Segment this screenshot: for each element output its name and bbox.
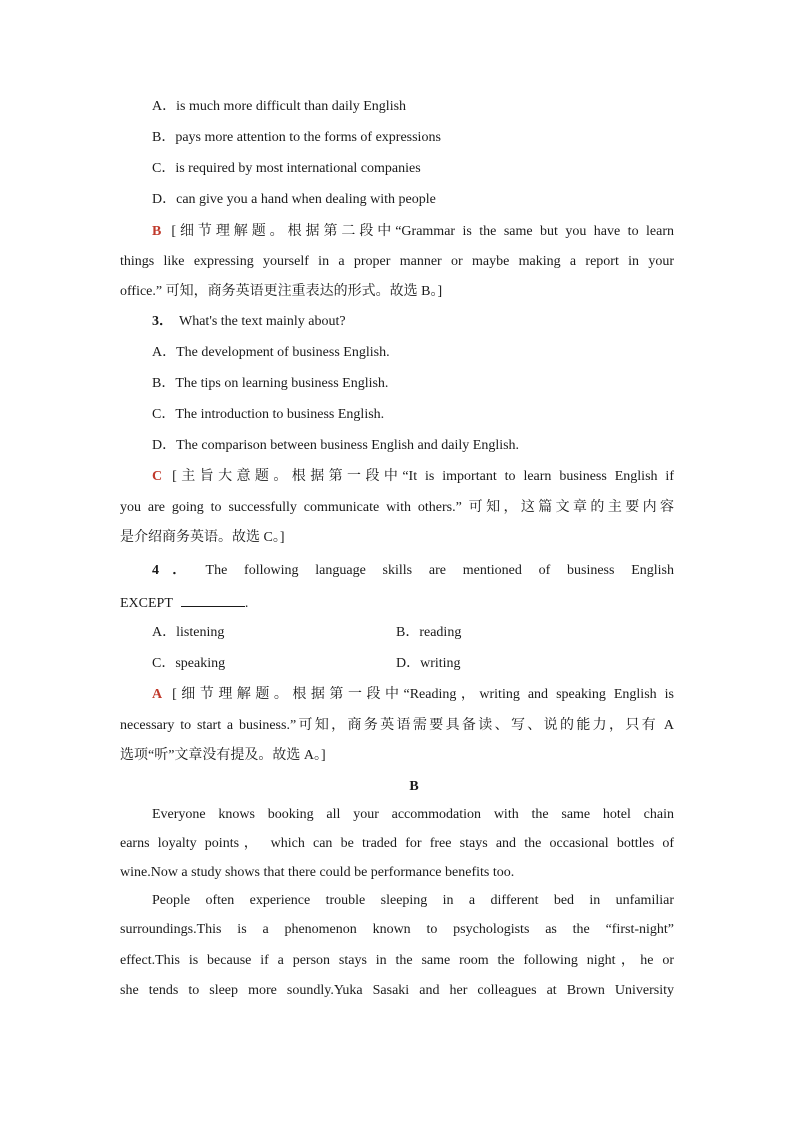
q4-explanation-line: 选项“听”文章没有提及。故选 A。] bbox=[120, 748, 326, 763]
q3-explanation-line: 是介绍商务英语。故选 C。] bbox=[120, 530, 285, 545]
passage-line: effect.This is because if a person stays in the same room the following night，he or bbox=[120, 953, 674, 968]
q2-option-a: A．is much more difficult than daily English bbox=[152, 99, 407, 114]
section-heading: B bbox=[409, 779, 419, 794]
passage-line: she tends to sleep more soundly.Yuka Sasaki and her colleagues at Brown University bbox=[120, 983, 674, 998]
q3-option-d: D．The comparison between business English and daily English. bbox=[152, 438, 520, 453]
passage-line: Everyone knows booking all your accommodation with the same hotel chain bbox=[152, 807, 674, 822]
q3-explanation-line: you are going to successfully communicate with others.” 可知，这篇文章的主要内容 bbox=[120, 500, 674, 515]
q2-explanation-line: B [细节理解题。根据第二段中“Grammar is the same but you have to learn bbox=[152, 224, 674, 239]
q4-option-c: C．speaking bbox=[152, 656, 226, 671]
passage-line: surroundings.This is a phenomenon known to psychologists as the “first-night” bbox=[120, 922, 674, 937]
q3-option-b: B．The tips on learning business English. bbox=[152, 376, 389, 391]
q2-explanation-line: things like expressing yourself in a proper manner or maybe making a report in your bbox=[120, 254, 674, 269]
q4-option-b: B．reading bbox=[396, 625, 462, 640]
q4-answer-key: A bbox=[152, 687, 163, 702]
q3-explanation-line: C [主旨大意题。根据第一段中“It is important to learn business English if bbox=[152, 469, 674, 484]
q3-option-a: A．The development of business English. bbox=[152, 345, 390, 360]
q3-number: 3． bbox=[152, 314, 173, 329]
q3-option-c: C．The introduction to business English. bbox=[152, 407, 385, 422]
q3-answer-key: C bbox=[152, 469, 163, 484]
q2-option-b: B．pays more attention to the forms of expressions bbox=[152, 130, 441, 145]
q4-stem-continued: EXCEPT . bbox=[120, 592, 674, 614]
q2-explanation-line: office.” 可知，商务英语更注重表达的形式。故选 B。] bbox=[120, 284, 443, 299]
q4-options-row bbox=[152, 623, 674, 643]
q2-answer-key: B bbox=[152, 224, 162, 239]
q2-option-c: C．is required by most international companies bbox=[152, 161, 421, 176]
q3-stem: 3． What's the text mainly about? bbox=[152, 314, 346, 329]
q4-option-a: A．listening bbox=[152, 625, 225, 640]
q4-number: 4． bbox=[152, 563, 200, 578]
q4-explanation-line: A [细节理解题。根据第一段中“Reading，writing and speaking English is bbox=[152, 687, 674, 702]
q4-option-d: D．writing bbox=[396, 656, 461, 671]
q4-options-row bbox=[152, 654, 674, 674]
answer-blank bbox=[181, 592, 245, 607]
passage-line: wine.Now a study shows that there could be performance benefits too. bbox=[120, 865, 515, 880]
q2-option-d: D．can give you a hand when dealing with people bbox=[152, 192, 436, 207]
passage-line: earns loyalty points， which can be traded for free stays and the occasional bottles of bbox=[120, 836, 674, 851]
q4-explanation-line: necessary to start a business.”可知，商务英语需要具备读、写、说的能力，只有 A bbox=[120, 718, 674, 733]
q4-stem: 4． The following language skills are mentioned of business English bbox=[152, 563, 674, 578]
passage-line: People often experience trouble sleeping in a different bed in unfamiliar bbox=[152, 893, 674, 908]
